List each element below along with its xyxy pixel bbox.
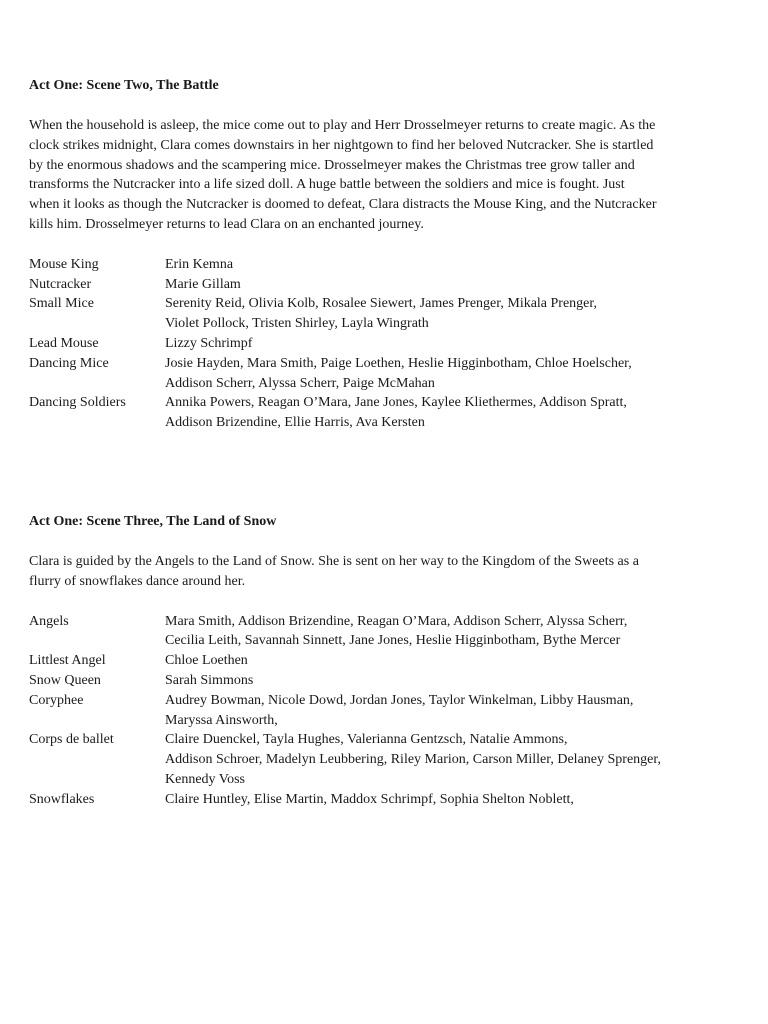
role-name: Nutcracker — [29, 276, 92, 292]
role-name: Snow Queen — [29, 672, 101, 688]
dancer-names — [165, 730, 719, 789]
role-name: Lead Mouse — [29, 335, 99, 351]
dancer-line: Violet Pollock, Tristen Shirley, Layla Wingrath — [165, 316, 429, 332]
dancer-line: Josie Hayden, Mara Smith, Paige Loethen, Heslie Higginbotham, Chloe Hoelscher, — [165, 355, 632, 371]
scene-title: Act One: Scene Two, The Battle — [29, 78, 219, 93]
role-name: Corps de ballet — [29, 732, 114, 748]
role-name: Dancing Soldiers — [29, 395, 126, 411]
dancer-line: Claire Duenckel, Tayla Hughes, Valerianna Gentzsch, Natalie Ammons, — [165, 732, 568, 748]
cast-row — [29, 612, 719, 652]
dancer-line: Addison Scherr, Alyssa Scherr, Paige McMahan — [165, 375, 435, 391]
dancer-line: Erin Kemna — [165, 256, 234, 272]
synopsis-line: When the household is asleep, the mice come out to play and Herr Drosselmeyer returns to create magic. As the — [29, 118, 656, 133]
role-name: Coryphee — [29, 692, 84, 708]
cast-row — [29, 691, 719, 731]
dancer-line: Annika Powers, Reagan O’Mara, Jane Jones, Kaylee Kliethermes, Addison Spratt, — [165, 395, 627, 411]
dancer-names — [165, 651, 719, 671]
dancer-names — [165, 334, 719, 354]
cast-row — [29, 393, 719, 433]
role-name: Dancing Mice — [29, 355, 109, 371]
dancer-names — [165, 691, 719, 731]
dancer-line: Mara Smith, Addison Brizendine, Reagan O’Mara, Addison Scherr, Alyssa Scherr, — [165, 613, 628, 629]
dancer-line: Kennedy Voss — [165, 771, 245, 787]
scene-two-section — [29, 76, 719, 433]
synopsis-line: transforms the Nutcracker into a life sized doll. A huge battle between the soldiers and mice is fought. Just — [29, 177, 625, 193]
dancer-line: Addison Brizendine, Ellie Harris, Ava Kersten — [165, 415, 425, 431]
cast-row — [29, 275, 719, 295]
cast-row — [29, 255, 719, 275]
dancer-line: Lizzy Schrimpf — [165, 335, 253, 351]
dancer-line: Marie Gillam — [165, 276, 241, 292]
role-name: Mouse King — [29, 256, 99, 272]
role-name: Snowflakes — [29, 791, 95, 807]
dancer-line: Cecilia Leith, Savannah Sinnett, Jane Jones, Heslie Higginbotham, Bythe Mercer — [165, 633, 621, 649]
dancer-line: Audrey Bowman, Nicole Dowd, Jordan Jones, Taylor Winkelman, Libby Hausman, — [165, 692, 634, 708]
cast-list — [29, 612, 719, 810]
synopsis-line: flurry of snowflakes dance around her. — [29, 573, 246, 589]
cast-row — [29, 790, 719, 810]
dancer-line: Addison Schroer, Madelyn Leubbering, Riley Marion, Carson Miller, Delaney Sprenger, — [165, 752, 661, 768]
synopsis-line: clock strikes midnight, Clara comes downstairs in her nightgown to find her beloved Nutcracker. She is startled — [29, 137, 654, 153]
dancer-line: Claire Huntley, Elise Martin, Maddox Schrimpf, Sophia Shelton Noblett, — [165, 791, 574, 807]
dancer-names — [165, 294, 719, 334]
synopsis-line: by the enormous shadows and the scampering mice. Drosselmeyer makes the Christmas tree grow taller and — [29, 157, 635, 173]
dancer-line: Chloe Loethen — [165, 653, 248, 669]
cast-row — [29, 334, 719, 354]
dancer-names — [165, 393, 719, 433]
synopsis-line: when it looks as though the Nutcracker is doomed to defeat, Clara distracts the Mouse King, and the Nutcracker — [29, 197, 657, 213]
synopsis-line: Clara is guided by the Angels to the Land of Snow. She is sent on her way to the Kingdom of the Sweets as a — [29, 554, 639, 569]
dancer-names — [165, 671, 719, 691]
cast-row — [29, 354, 719, 394]
dancer-names — [165, 275, 719, 295]
dancer-names — [165, 790, 719, 810]
scene-three-section — [29, 512, 719, 810]
role-name: Angels — [29, 613, 69, 629]
dancer-names — [165, 612, 719, 652]
cast-row — [29, 671, 719, 691]
scene-synopsis — [29, 116, 719, 235]
role-name: Small Mice — [29, 296, 94, 312]
cast-row — [29, 294, 719, 334]
dancer-names — [165, 354, 719, 394]
dancer-names — [165, 255, 719, 275]
cast-row — [29, 730, 719, 789]
dancer-line: Sarah Simmons — [165, 672, 254, 688]
dancer-line: Maryssa Ainsworth, — [165, 712, 278, 728]
cast-list — [29, 255, 719, 433]
dancer-line: Serenity Reid, Olivia Kolb, Rosalee Siewert, James Prenger, Mikala Prenger, — [165, 296, 597, 312]
scene-synopsis — [29, 552, 719, 592]
role-name: Littlest Angel — [29, 653, 106, 669]
cast-row — [29, 651, 719, 671]
synopsis-line: kills him. Drosselmeyer returns to lead Clara on an enchanted journey. — [29, 216, 424, 232]
scene-title: Act One: Scene Three, The Land of Snow — [29, 514, 277, 529]
